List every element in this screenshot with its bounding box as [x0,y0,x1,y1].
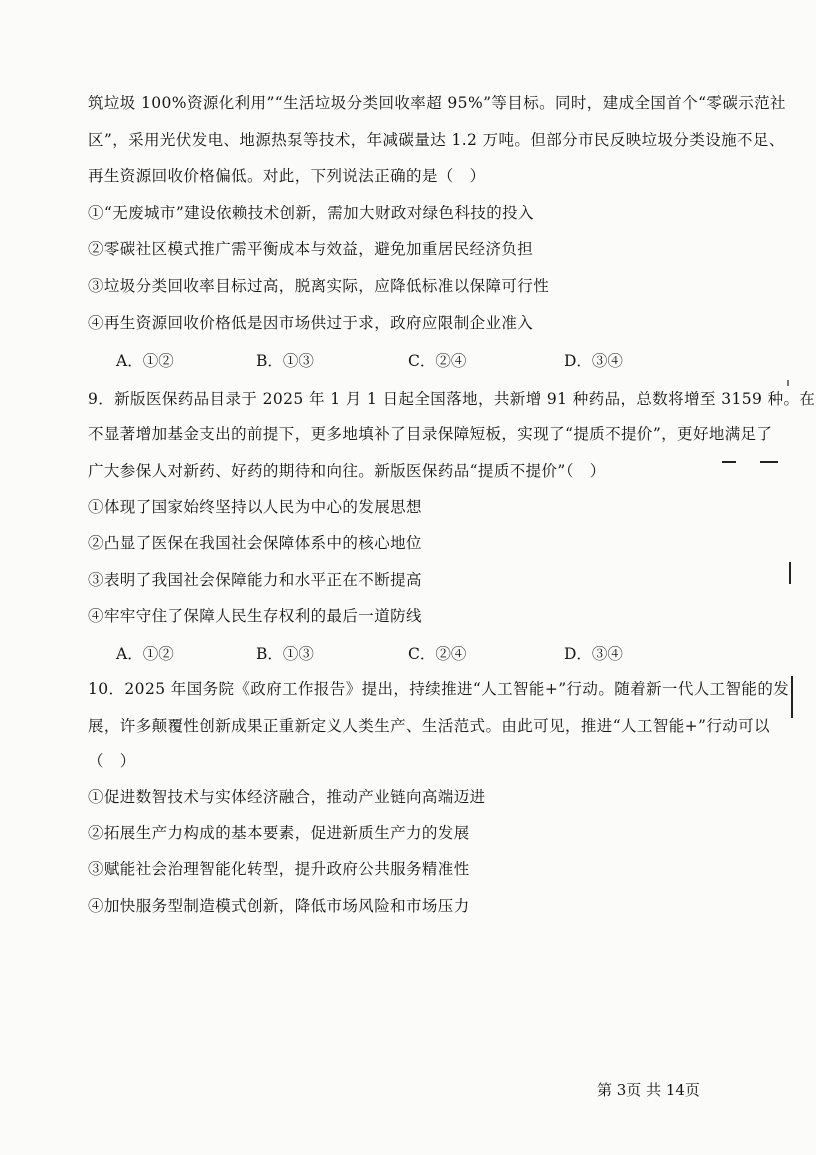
page-number: 第 3页 共 14页 [597,1081,700,1099]
q8-option-d[interactable]: D．③④ [564,352,623,370]
q10-statement-2: ②拓展生产力构成的基本要素，促进新质生产力的发展 [88,824,470,842]
q8-option-c[interactable]: C．②④ [408,352,467,370]
q8-statement-4: ④再生资源回收价格低是因市场供过于求，政府应限制企业准入 [88,314,534,332]
q9-option-b[interactable]: B．①③ [256,645,314,663]
q9-option-a[interactable]: A．①② [116,645,174,663]
q8-statement-2: ②零碳社区模式推广需平衡成本与效益，避免加重居民经济负担 [88,240,534,258]
scan-mark-dash-1 [722,461,736,463]
q8-statement-1: ①“无废城市”建设依赖技术创新，需加大财政对绿色科技的投入 [88,204,534,222]
q10-statement-1: ①促进数智技术与实体经济融合，推动产业链向高端迈进 [88,788,486,806]
q9-options [116,643,636,665]
q9-stem-line-3: 广大参保人对新药、好药的期待和向往。新版医保药品“提质不提价”（ ） [88,462,606,480]
q10-statement-4: ④加快服务型制造模式创新，降低市场风险和市场压力 [88,897,470,915]
q8-statement-3: ③垃圾分类回收率目标过高，脱离实际，应降低标准以保障可行性 [88,277,550,295]
q9-statement-2: ②凸显了医保在我国社会保障体系中的核心地位 [88,534,422,552]
q8-option-a[interactable]: A．①② [116,352,174,370]
q8-stem-line-3: 再生资源回收价格偏低。对此，下列说法正确的是（ ） [88,167,486,185]
q8-stem-line-2: 区”，采用光伏发电、地源热泵等技术，年减碳量达 1.2 万吨。但部分市民反映垃圾分类设施不足、 [88,131,785,149]
q9-option-d[interactable]: D．③④ [564,645,623,663]
scan-mark-dash-2 [760,461,778,463]
q10-stem-line-3: （ ） [88,752,136,770]
q9-option-c[interactable]: C．②④ [408,645,467,663]
scan-mark-vertical-1 [789,562,791,584]
q8-stem-line-1: 筑垃圾 100%资源化利用”“生活垃圾分类回收率超 95%”等目标。同时，建成全国首个“零碳示范社 [88,94,786,112]
scan-mark-vertical-2 [791,676,793,718]
q9-stem-line-1: 9．新版医保药品目录于 2025 年 1 月 1 日起全国落地，共新增 91 种药品，总数将增至 3159 种。在 [88,390,816,408]
q10-stem-line-1: 10．2025 年国务院《政府工作报告》提出，持续推进“人工智能+”行动。随着新一代人工智能的发 [88,680,790,698]
q8-option-b[interactable]: B．①③ [256,352,314,370]
q10-statement-3: ③赋能社会治理智能化转型，提升政府公共服务精准性 [88,860,470,878]
q9-statement-3: ③表明了我国社会保障能力和水平正在不断提高 [88,571,422,589]
q9-statement-1: ①体现了国家始终坚持以人民为中心的发展思想 [88,498,422,516]
q8-options [116,350,636,372]
q10-stem-line-2: 展，许多颠覆性创新成果正重新定义人类生产、生活范式。由此可见，推进“人工智能+”行动可以 [88,717,770,735]
q9-statement-4: ④牢牢守住了保障人民生存权利的最后一道防线 [88,607,422,625]
scan-mark-dot [787,380,789,386]
q9-stem-line-2: 不显著增加基金支出的前提下，更多地填补了目录保障短板，实现了“提质不提价”，更好地满足了 [88,425,773,443]
